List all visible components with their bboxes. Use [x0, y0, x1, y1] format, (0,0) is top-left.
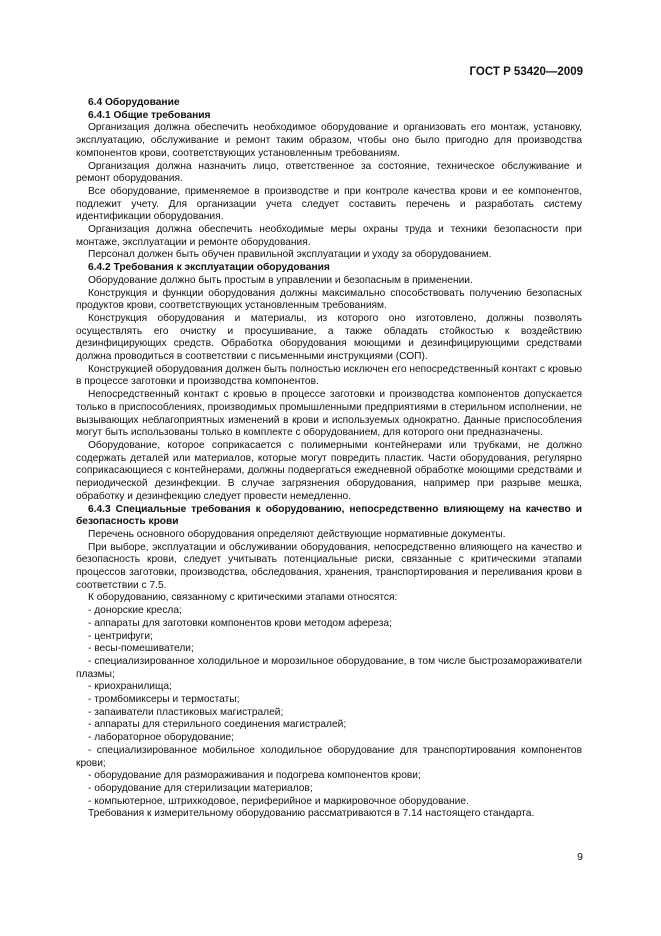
paragraph: Организация должна обеспечить необходимое оборудование и организовать его монтаж, установку, эксплуатацию, обслуживание и ремонт таким образом, чтобы оно было пригодно для производства компонентов крови, соответствующих установленным требованиям.: [76, 122, 582, 159]
paragraph: Оборудование должно быть простым в управлении и безопасным в применении.: [88, 274, 473, 286]
list-item: - центрифуги;: [88, 630, 153, 642]
list-item: - специализированное холодильное и морозильное оборудование, в том числе быстрозамораживатели плазмы;: [76, 655, 582, 680]
document-body: [76, 97, 582, 821]
subsection-heading-6-4-3: 6.4.3 Специальные требования к оборудованию, непосредственно влияющему на качество и безопасность крови: [76, 503, 582, 528]
paragraph: При выборе, эксплуатации и обслуживании оборудования, непосредственно влияющего на качество и безопасность крови, следует учитывать потенциальные риски, связанные с критическими этапами процессов заготовки, производства, обследования, хранения, транспортирования и переливания крови в соответствии с 7.5.: [76, 541, 582, 591]
subsection-heading-6-4-1: 6.4.1 Общие требования: [88, 109, 211, 121]
paragraph: Перечень основного оборудования определяют действующие нормативные документы.: [88, 528, 506, 540]
paragraph: Конструкция оборудования и материалы, из которого оно изготовлено, должны позволять осуществлять его очистку и просушивание, а также обладать стойкостью к воздействию дезинфицирующих средств. Обработка оборудования моющими и дезинфицирующими средствами должна проводиться в соответствии с письменными инструкциями (СОП).: [76, 312, 582, 363]
paragraph: К оборудованию, связанному с критическими этапами относятся:: [88, 592, 398, 604]
list-item: - лабораторное оборудование;: [88, 732, 234, 744]
list-item: - запаиватели пластиковых магистралей;: [88, 706, 284, 718]
section-heading-6-4: 6.4 Оборудование: [88, 97, 180, 108]
paragraph: Непосредственный контакт с кровью в процессе заготовки и производства компонентов допускается только в приспособлениях, производимых промышленными предприятиями в стерильном исполнении, не вызывающих неблагоприятных изменений в крови и используемых однократно. Данные приспособления могут быть использованы только в комплекте с оборудованием, для которого они предназначены.: [76, 389, 582, 439]
paragraph: Оборудование, которое соприкасается с полимерными контейнерами или трубками, не должно содержать деталей или материалов, которые могут повредить пластик. Части оборудования, регулярно соприкасающиеся с контейнерами, должны подвергаться ежедневной обработке моющими средствами и периодической дезинфекции. В случае загрязнения оборудования, например при разрыве мешка, обработку и дезинфекцию следует провести немедленно.: [76, 439, 582, 502]
subsection-heading-6-4-2: 6.4.2 Требования к эксплуатации оборудования: [88, 262, 330, 274]
list-item: - аппараты для заготовки компонентов крови методом афереза;: [88, 617, 392, 629]
list-item: - криохранилища;: [88, 681, 172, 693]
paragraph: Конструкцией оборудования должен быть полностью исключен его непосредственный контакт с кровью в процессе заготовки и производства компонентов.: [76, 363, 582, 388]
paragraph: Конструкция и функции оборудования должны максимально способствовать получению безопасных продуктов крови, соответствующих установленным требованиям.: [76, 287, 582, 312]
list-item: - весы-помешиватели;: [88, 643, 194, 655]
closing-paragraph: Требования к измерительному оборудованию рассматриваются в 7.14 настоящего стандарта.: [88, 808, 535, 820]
equipment-list: [76, 605, 582, 808]
paragraph: Организация должна обеспечить необходимые меры охраны труда и техники безопасности при монтаже, эксплуатации и ремонте оборудования.: [76, 224, 582, 248]
list-item: - оборудование для размораживания и подогрева компонентов крови;: [88, 770, 421, 782]
list-item: - тромбомиксеры и термостаты;: [88, 694, 240, 706]
list-item: - донорские кресла;: [88, 605, 182, 617]
list-item: - специализированное мобильное холодильное оборудование для транспортирования компонентов крови;: [76, 744, 582, 769]
document-header: ГОСТ Р 53420—2009: [469, 66, 583, 78]
paragraph: Все оборудование, применяемое в производстве и при контроле качества крови и ее компонентов, подлежит учету. Для организации учета следует составить перечень и разработать систему идентификации оборудования.: [76, 185, 582, 223]
paragraph: Персонал должен быть обучен правильной эксплуатации и уходу за оборудованием.: [88, 249, 492, 261]
page-number: 9: [577, 851, 583, 863]
list-item: - оборудование для стерилизации материалов;: [88, 782, 313, 794]
list-item: - компьютерное, штрихкодовое, периферийное и маркировочное оборудование.: [88, 795, 469, 807]
paragraph: Организация должна назначить лицо, ответственное за состояние, техническое обслуживание и ремонт оборудования.: [76, 160, 582, 185]
list-item: - аппараты для стерильного соединения магистралей;: [88, 719, 347, 731]
